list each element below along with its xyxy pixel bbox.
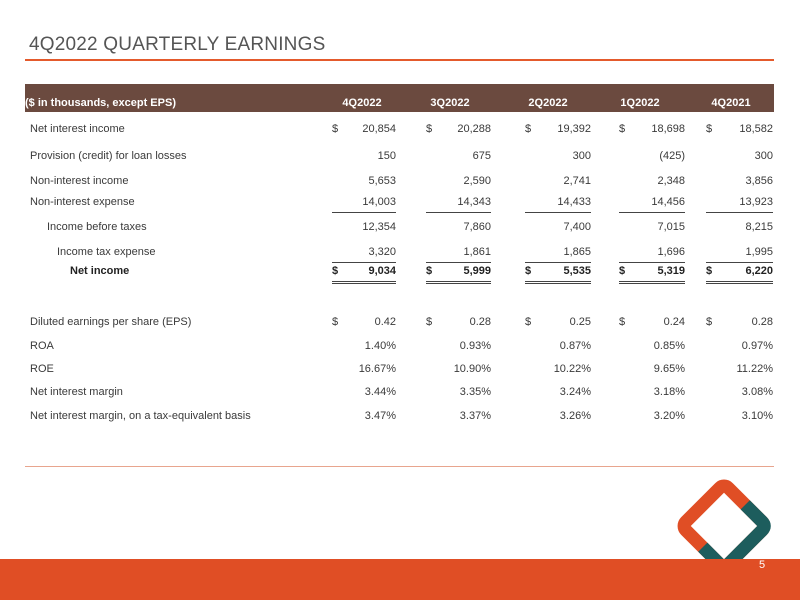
column-header: 1Q2022	[620, 97, 660, 109]
table-cell: 10.22%	[553, 363, 591, 375]
table-cell: 0.28	[751, 316, 773, 328]
currency-symbol: $	[619, 265, 626, 277]
table-row	[25, 410, 774, 430]
table-cell: 0.28	[469, 316, 491, 328]
table-cell: 0.24	[663, 316, 685, 328]
column-header: 4Q2021	[711, 97, 751, 109]
table-cell: 150	[377, 150, 396, 162]
table-row	[25, 340, 774, 360]
row-label: Income before taxes	[47, 221, 147, 233]
table-cell: 2,590	[463, 175, 491, 187]
table-row	[25, 363, 774, 383]
table-cell: 14,433	[557, 196, 591, 208]
logo-orange-square	[682, 484, 767, 569]
column-header: 3Q2022	[430, 97, 470, 109]
currency-symbol: $	[332, 316, 339, 328]
currency-symbol: $	[525, 316, 532, 328]
table-cell: 3.26%	[559, 410, 591, 422]
table-cell: 0.87%	[559, 340, 591, 352]
table-cell: 300	[572, 150, 591, 162]
title-rule	[25, 59, 774, 61]
table-cell: 3.18%	[653, 386, 685, 398]
table-cell: 10.90%	[453, 363, 491, 375]
table-cell: 0.25	[569, 316, 591, 328]
table-row	[25, 246, 774, 266]
table-cell: 2,741	[563, 175, 591, 187]
table-cell: 5,999	[463, 265, 491, 277]
table-row	[25, 316, 774, 336]
table-cell: 3.44%	[364, 386, 396, 398]
row-label: Net interest margin, on a tax-equivalent basis	[30, 410, 251, 422]
table-header-label: ($ in thousands, except EPS)	[25, 97, 176, 109]
table-cell: 1,861	[463, 246, 491, 258]
table-cell: 7,860	[463, 221, 491, 233]
currency-symbol: $	[426, 123, 433, 135]
table-cell: 1,696	[657, 246, 685, 258]
column-header: 4Q2022	[342, 97, 382, 109]
table-cell: 0.85%	[653, 340, 685, 352]
table-row	[25, 221, 774, 241]
table-cell: 5,535	[563, 265, 591, 277]
table-row-net-income	[25, 265, 774, 285]
table-row	[25, 175, 774, 195]
currency-symbol: $	[706, 265, 713, 277]
table-row	[25, 150, 774, 170]
currency-symbol: $	[332, 123, 339, 135]
currency-symbol: $	[619, 316, 626, 328]
table-cell: 20,854	[362, 123, 396, 135]
row-label: Net income	[70, 265, 130, 277]
table-cell: 7,015	[657, 221, 685, 233]
table-cell: 0.42	[374, 316, 396, 328]
table-cell: 19,392	[557, 123, 591, 135]
table-cell: 3.24%	[559, 386, 591, 398]
table-cell: 6,220	[745, 265, 773, 277]
table-cell: 675	[472, 150, 491, 162]
table-cell: 1.40%	[364, 340, 396, 352]
table-cell: 18,582	[739, 123, 773, 135]
table-cell: 12,354	[362, 221, 396, 233]
row-label: Income tax expense	[57, 246, 156, 258]
table-cell: 13,923	[739, 196, 773, 208]
table-cell: 18,698	[651, 123, 685, 135]
table-row	[25, 386, 774, 406]
table-cell: 3.35%	[459, 386, 491, 398]
slide-title: 4Q2022 QUARTERLY EARNINGS	[29, 34, 326, 55]
footer-band	[0, 559, 800, 600]
table-cell: 3.37%	[459, 410, 491, 422]
row-label: Provision (credit) for loan losses	[30, 150, 187, 162]
row-label: Net interest income	[30, 123, 125, 135]
table-cell: 3.08%	[741, 386, 773, 398]
table-row	[25, 123, 774, 143]
currency-symbol: $	[426, 316, 433, 328]
table-cell: 3,856	[745, 175, 773, 187]
currency-symbol: $	[706, 123, 713, 135]
table-cell: 11.22%	[736, 363, 773, 375]
table-cell: 3.20%	[653, 410, 685, 422]
table-cell: 5,319	[657, 265, 685, 277]
table-cell: 0.93%	[459, 340, 491, 352]
table-cell: 16.67%	[358, 363, 396, 375]
row-label: Non-interest expense	[30, 196, 135, 208]
table-cell: 3.47%	[364, 410, 396, 422]
table-cell: 3,320	[368, 246, 396, 258]
table-cell: 2,348	[657, 175, 685, 187]
column-header: 2Q2022	[528, 97, 568, 109]
table-cell: 7,400	[563, 221, 591, 233]
row-label: ROA	[30, 340, 54, 352]
table-cell: 1,865	[563, 246, 591, 258]
currency-symbol: $	[706, 316, 713, 328]
table-row	[25, 196, 774, 216]
currency-symbol: $	[426, 265, 433, 277]
row-label: Non-interest income	[30, 175, 129, 187]
table-cell: 1,995	[745, 246, 773, 258]
table-header-row	[25, 97, 774, 117]
currency-symbol: $	[525, 265, 532, 277]
currency-symbol: $	[525, 123, 532, 135]
table-cell: 20,288	[457, 123, 491, 135]
currency-symbol: $	[332, 265, 339, 277]
table-cell: 8,215	[745, 221, 773, 233]
row-label: Diluted earnings per share (EPS)	[30, 316, 192, 328]
table-cell: 9.65%	[653, 363, 685, 375]
table-cell: 14,003	[362, 196, 396, 208]
table-cell: 9,034	[368, 265, 396, 277]
table-cell: 300	[754, 150, 773, 162]
row-label: Net interest margin	[30, 386, 123, 398]
row-label: ROE	[30, 363, 54, 375]
table-cell: 14,343	[457, 196, 491, 208]
currency-symbol: $	[619, 123, 626, 135]
table-cell: (425)	[659, 150, 685, 162]
table-cell: 3.10%	[741, 410, 773, 422]
table-cell: 0.97%	[741, 340, 773, 352]
bottom-rule	[25, 466, 774, 467]
table-cell: 14,456	[651, 196, 685, 208]
table-cell: 5,653	[368, 175, 396, 187]
page-number: 5	[759, 559, 766, 571]
